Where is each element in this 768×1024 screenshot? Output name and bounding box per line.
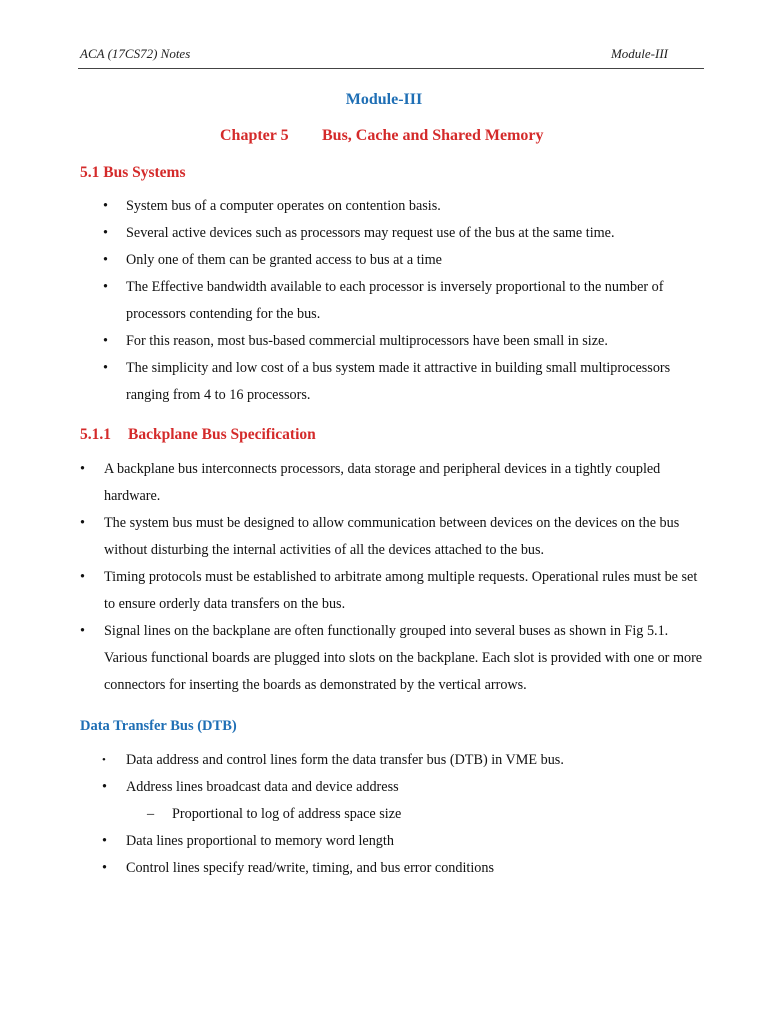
bullet: • bbox=[102, 860, 107, 876]
list-item: • For this reason, most bus-based commercial multiprocessors have been small in size. bbox=[80, 328, 710, 355]
list-item: • Data address and control lines form the data transfer bus (DTB) in VME bus. bbox=[80, 747, 710, 774]
header-course: ACA (17CS72) Notes bbox=[80, 46, 191, 61]
bus-systems-list bbox=[80, 193, 710, 409]
bullet: • bbox=[80, 461, 85, 477]
bullet: • bbox=[80, 569, 85, 585]
list-item: • A backplane bus interconnects processors, data storage and peripheral devices in a tightly coupled hardware. bbox=[80, 456, 706, 510]
bullet: • bbox=[103, 333, 108, 349]
bullet: • bbox=[102, 779, 107, 795]
bullet: • bbox=[103, 225, 108, 241]
dash-bullet: – bbox=[147, 806, 155, 822]
chapter-name: Bus, Cache and Shared Memory bbox=[322, 127, 544, 144]
section-number: 5.1.1 bbox=[80, 426, 111, 443]
list-item: • Address lines broadcast data and device address bbox=[80, 774, 710, 801]
chapter-title bbox=[220, 127, 544, 145]
module-title: Module-III bbox=[345, 91, 423, 108]
list-item: • Control lines specify read/write, timing, and bus error conditions bbox=[80, 855, 710, 882]
page-header bbox=[80, 46, 668, 66]
list-item: • Only one of them can be granted access to bus at a time bbox=[80, 247, 710, 274]
chapter-number: Chapter 5 bbox=[220, 127, 289, 144]
list-item: • The simplicity and low cost of a bus system made it attractive in building small multiprocessors ranging from 4 to 16 processors. bbox=[80, 355, 710, 409]
list-item: • The Effective bandwidth available to each processor is inversely proportional to the number of processors contending for the bus. bbox=[80, 274, 710, 328]
header-divider bbox=[78, 68, 704, 69]
dtb-list bbox=[80, 747, 710, 882]
section-heading-bus-systems: 5.1 Bus Systems bbox=[80, 164, 186, 181]
header-module: Module-III bbox=[610, 46, 668, 61]
list-item: • Signal lines on the backplane are often functionally grouped into several buses as shown in Fig 5.1. Various functional boards are plugged into slots on the backplane. Each slot is provided with one or more connectors for inserting the boards as demonstrated by the vertical arrows. bbox=[80, 618, 706, 699]
bullet: • bbox=[80, 515, 85, 531]
bullet: • bbox=[103, 279, 108, 295]
list-subitem: – Proportional to log of address space size bbox=[80, 801, 710, 828]
list-item: • Data lines proportional to memory word length bbox=[80, 828, 710, 855]
section-title: Backplane Bus Specification bbox=[128, 426, 316, 443]
list-item: • The system bus must be designed to allow communication between devices on the devices on the bus without disturbing the internal activities of all the devices attached to the bus. bbox=[80, 510, 706, 564]
list-item: • System bus of a computer operates on contention basis. bbox=[80, 193, 710, 220]
subsection-heading-dtb: Data Transfer Bus (DTB) bbox=[80, 718, 237, 734]
bullet: • bbox=[103, 360, 108, 376]
bullet: • bbox=[103, 198, 108, 214]
bullet: • bbox=[102, 754, 106, 766]
bullet: • bbox=[103, 252, 108, 268]
backplane-bus-list bbox=[80, 456, 706, 699]
bullet: • bbox=[80, 623, 85, 639]
list-item: • Timing protocols must be established to arbitrate among multiple requests. Operational rules must be set to ensure orderly data transfers on the bus. bbox=[80, 564, 706, 618]
section-heading-backplane-bus bbox=[80, 426, 316, 444]
bullet: • bbox=[102, 833, 107, 849]
list-item: • Several active devices such as processors may request use of the bus at the same time. bbox=[80, 220, 710, 247]
